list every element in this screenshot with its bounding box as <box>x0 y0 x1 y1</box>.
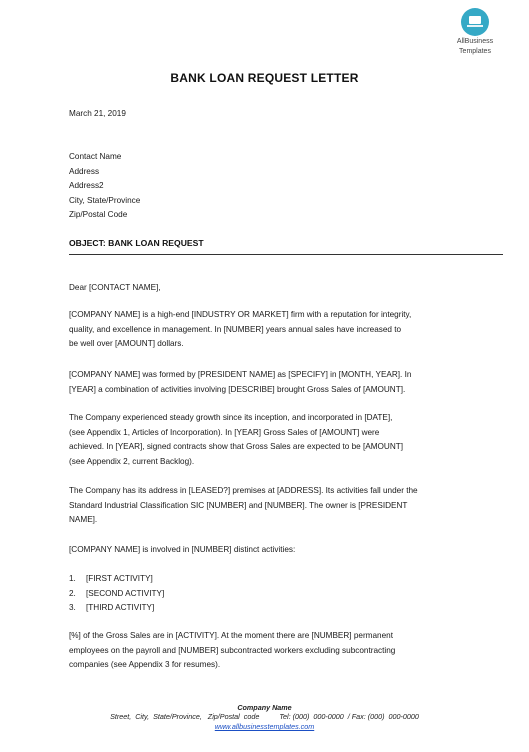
paragraph-6 <box>69 629 459 673</box>
recipient-address: Address <box>69 166 100 176</box>
paragraph-line: The Company experienced steady growth since its inception, and incorporated in [DATE], <box>69 413 393 422</box>
list-number: 1. <box>69 574 76 583</box>
list-text: [THIRD ACTIVITY] <box>86 603 155 612</box>
paragraph-line: employees on the payroll and [NUMBER] subcontracted workers excluding subcontracting <box>69 645 396 655</box>
list-item <box>69 587 459 602</box>
list-text: [SECOND ACTIVITY] <box>86 588 165 598</box>
list-number: 3. <box>69 603 76 612</box>
paragraph-line: be well over [AMOUNT] dollars. <box>69 339 184 348</box>
recipient-name: Contact Name <box>69 152 122 161</box>
paragraph-line: [COMPANY NAME] was formed by [PRESIDENT NAME] as [SPECIFY] in [MONTH, YEAR]. In <box>69 370 412 379</box>
paragraph-line: achieved. In [YEAR], signed contracts show that Gross Sales are expected to be [AMOUNT] <box>69 442 404 451</box>
footer-company-name: Company Name <box>237 703 292 712</box>
salutation: Dear [CONTACT NAME], <box>69 283 161 292</box>
heading-divider <box>69 254 503 255</box>
recipient-zip: Zip/Postal Code <box>69 210 128 219</box>
list-item <box>69 572 459 587</box>
footer-address: Street, City, State/Province, Zip/Postal code Tel: (000) 000-0000 / Fax: (000) 000-0000 <box>110 712 419 721</box>
logo-line-2: Templates <box>459 48 491 55</box>
recipient-city: City, State/Province <box>69 195 141 205</box>
paragraph-line: (see Appendix 1, Articles of Incorporation). In [YEAR] Gross Sales of [AMOUNT] were <box>69 427 380 437</box>
object-heading: OBJECT: BANK LOAN REQUEST <box>69 238 204 248</box>
footer-website-link[interactable]: www.allbusinesstemplates.com <box>214 722 315 731</box>
paragraph-line: [COMPANY NAME] is a high-end [INDUSTRY OR MARKET] firm with a reputation for integrity, <box>69 310 412 319</box>
logo-line-1: AllBusiness <box>456 38 494 45</box>
recipient-address2: Address2 <box>69 181 104 190</box>
activity-list <box>69 572 459 616</box>
paragraph-3 <box>69 411 459 469</box>
paragraph-line: Standard Industrial Classification SIC [NUMBER] and [NUMBER]. The owner is [PRESIDENT <box>69 500 408 510</box>
laptop-icon <box>461 8 489 36</box>
logo <box>440 8 510 58</box>
paragraph-line: The Company has its address in [LEASED?] premises at [ADDRESS]. Its activities fall under the <box>69 486 418 495</box>
list-number: 2. <box>69 588 76 598</box>
letter-date: March 21, 2019 <box>69 109 126 118</box>
paragraph-1 <box>69 308 459 352</box>
paragraph-2 <box>69 368 459 397</box>
paragraph-line: [%] of the Gross Sales are in [ACTIVITY]. At the moment there are [NUMBER] permanent <box>69 631 393 640</box>
paragraph-line: quality, and excellence in management. In [NUMBER] years annual sales have increased to <box>69 324 402 334</box>
paragraph-5: [COMPANY NAME] is involved in [NUMBER] distinct activities: <box>69 545 296 554</box>
paragraph-line: (see Appendix 2, current Backlog). <box>69 456 195 466</box>
list-item <box>69 601 459 616</box>
document-title: BANK LOAN REQUEST LETTER <box>170 71 359 85</box>
list-text: [FIRST ACTIVITY] <box>86 574 153 583</box>
paragraph-4 <box>69 484 459 528</box>
paragraph-line: NAME]. <box>69 515 98 524</box>
paragraph-line: companies (see Appendix 3 for resumes). <box>69 660 221 669</box>
paragraph-line: [YEAR] a combination of activities involving [DESCRIBE] brought Gross Sales of [AMOUNT]. <box>69 384 406 394</box>
recipient-block <box>69 150 459 223</box>
